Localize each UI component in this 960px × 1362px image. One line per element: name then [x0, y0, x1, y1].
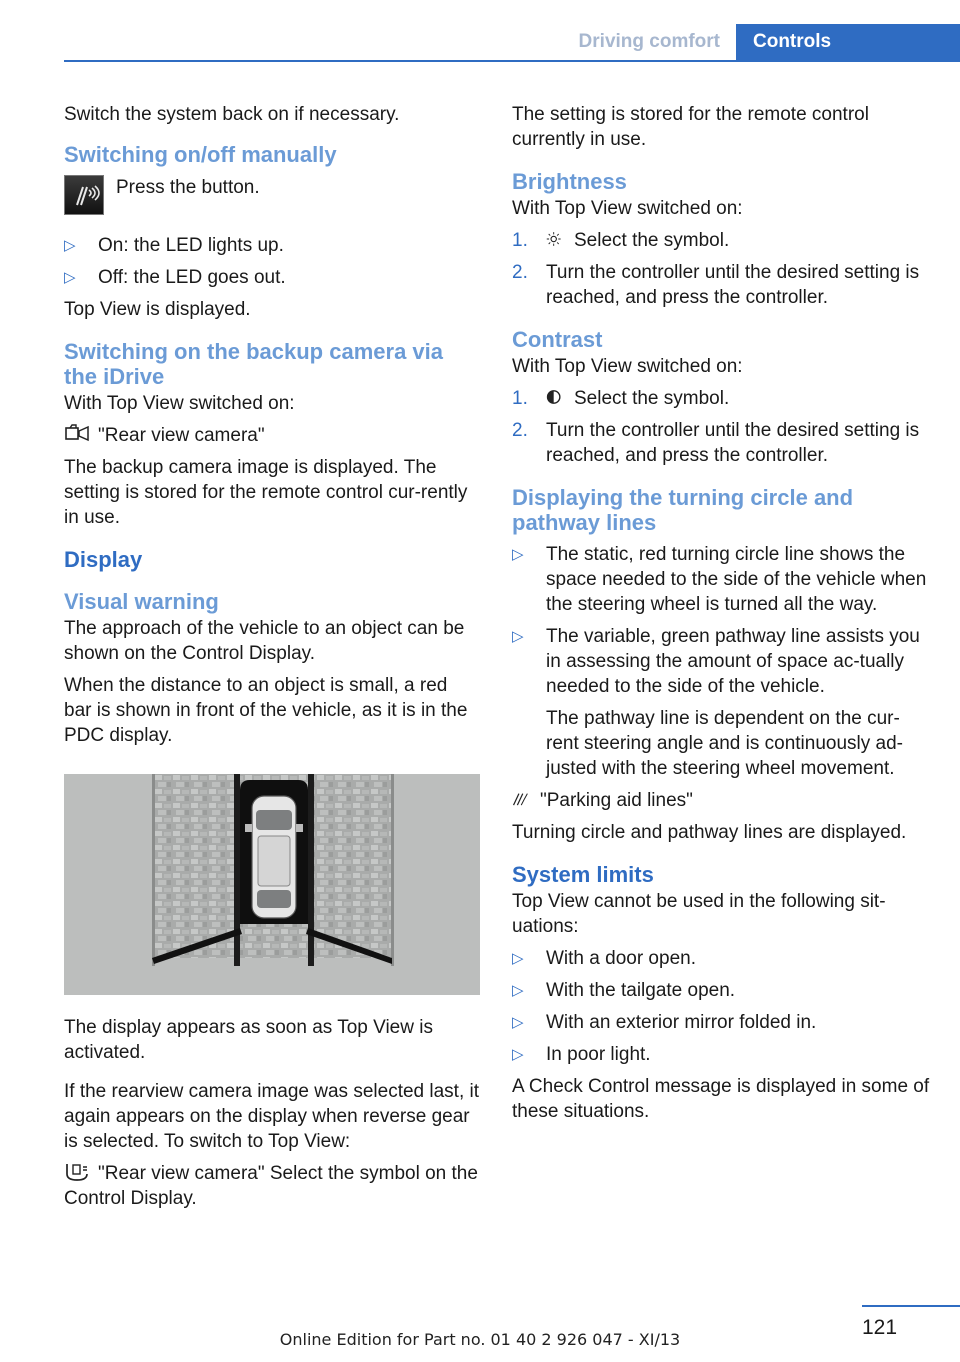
page-number: 121 — [862, 1316, 898, 1339]
right-column — [512, 102, 930, 1131]
press-button-row — [64, 175, 480, 223]
paragraph: The backup camera image is displayed. The setting is stored for the remote control cur-rently in use. — [64, 457, 468, 528]
heading-backup: Switching on the backup camera via the iDrive — [64, 339, 443, 389]
paragraph: With Top View switched on: — [64, 393, 295, 414]
heading-visual-warning: Visual warning — [64, 589, 219, 614]
rear-view-camera-icon — [64, 424, 90, 444]
list-item: 1. Select the symbol. — [512, 388, 730, 409]
paragraph: If the rearview camera image was selected last, it again appears on the display when reverse gear is selected. To switch to Top View: — [64, 1081, 480, 1152]
parking-aid-lines-line: "Parking aid lines" — [512, 788, 930, 813]
paragraph: Top View cannot be used in the following sit-uations: — [512, 891, 886, 937]
paragraph: When the distance to an object is small, a red bar is shown in front of the vehicle, as it is in the PDC display. — [64, 675, 468, 746]
header-rule — [64, 60, 960, 62]
rear-view-camera-line: "Rear view camera" — [64, 423, 480, 448]
paragraph: Top View is displayed. — [64, 299, 251, 320]
bullet-arrow-icon: ▷ — [64, 269, 76, 286]
list-item: ▷ With a door open. — [512, 948, 696, 969]
heading-contrast: Contrast — [512, 327, 603, 352]
paragraph: The display appears as soon as Top View is activated. — [64, 1017, 433, 1063]
header-chapter-tab: Controls — [736, 24, 960, 62]
heading-brightness: Brightness — [512, 169, 627, 194]
turning-bullets — [512, 542, 930, 781]
list-item: ▷ The variable, green pathway line assists you in assessing the amount of space ac-tually needed to the side of the vehicle. The pathway line is dependent on the cur-rent steering angle and is continuously ad-justed with the steering wheel movement. — [512, 624, 930, 781]
bullet-arrow-icon: ▷ — [512, 546, 524, 563]
bullet-arrow-icon: ▷ — [512, 1014, 524, 1031]
heading-system-limits: System limits — [512, 862, 654, 887]
bullet-arrow-icon: ▷ — [512, 1046, 524, 1063]
bullet-arrow-icon: ▷ — [512, 628, 524, 645]
paragraph: The approach of the vehicle to an object can be shown on the Control Display. — [64, 618, 465, 664]
page-header — [64, 24, 960, 62]
paragraph: With Top View switched on: — [512, 356, 743, 377]
footer-rule — [862, 1305, 960, 1307]
top-view-display-image — [64, 774, 480, 995]
top-view-symbol-icon — [64, 1162, 90, 1182]
top-view-button-icon — [64, 175, 104, 215]
brightness-steps — [512, 228, 930, 310]
list-item: ▷ Off: the LED goes out. — [64, 267, 286, 288]
bullet-arrow-icon: ▷ — [512, 982, 524, 999]
top-view-illustration — [64, 774, 480, 995]
paragraph: The setting is stored for the remote control currently in use. — [512, 104, 869, 150]
list-item: ▷ With the tailgate open. — [512, 980, 736, 1001]
header-section-title: Driving comfort — [578, 31, 720, 52]
step-number: 1. — [512, 230, 528, 251]
step-number: 1. — [512, 388, 528, 409]
list-item: 2. Turn the controller until the desired setting is reached, and press the controller. — [512, 262, 920, 308]
heading-manual: Switching on/off manually — [64, 142, 337, 167]
paragraph: A Check Control message is displayed in some of these situations. — [512, 1076, 930, 1122]
limits-bullets — [512, 946, 930, 1067]
list-item: ▷ In poor light. — [512, 1044, 651, 1065]
bullet-arrow-icon: ▷ — [512, 950, 524, 967]
list-item: ▷ On: the LED lights up. — [64, 235, 284, 256]
switch-top-view-line: "Rear view camera" Select the symbol on the Control Display. — [64, 1163, 478, 1209]
contrast-steps — [512, 386, 930, 468]
heading-turning-circle: Displaying the turning circle and pathway lines — [512, 485, 854, 535]
paragraph: Switch the system back on if necessary. — [64, 104, 400, 125]
heading-display: Display — [64, 547, 143, 572]
bullet-arrow-icon: ▷ — [64, 237, 76, 254]
left-column — [64, 102, 480, 1218]
manual-bullets — [64, 233, 480, 290]
step-number: 2. — [512, 262, 528, 283]
press-button-text: Press the button. — [116, 177, 260, 198]
list-item: 2. Turn the controller until the desired setting is reached, and press the controller. — [512, 420, 920, 466]
paragraph: Turning circle and pathway lines are displayed. — [512, 822, 907, 843]
step-number: 2. — [512, 420, 528, 441]
list-item: ▷ With an exterior mirror folded in. — [512, 1012, 817, 1033]
edition-note: Online Edition for Part no. 01 40 2 926 047 - XI/13 — [279, 1330, 681, 1349]
contrast-icon — [546, 387, 566, 407]
parking-aid-lines-icon — [512, 789, 532, 809]
list-item: 1. Select the symbol. — [512, 230, 730, 251]
brightness-icon — [546, 229, 566, 249]
list-item: ▷ The static, red turning circle line shows the space needed to the side of the vehicle when the steering wheel is turned all the way. — [512, 544, 927, 615]
pathway-dependent-note: The pathway line is dependent on the cur-rent steering angle and is continuously ad-justed with the steering wheel movement. — [546, 708, 904, 779]
paragraph: With Top View switched on: — [512, 198, 743, 219]
